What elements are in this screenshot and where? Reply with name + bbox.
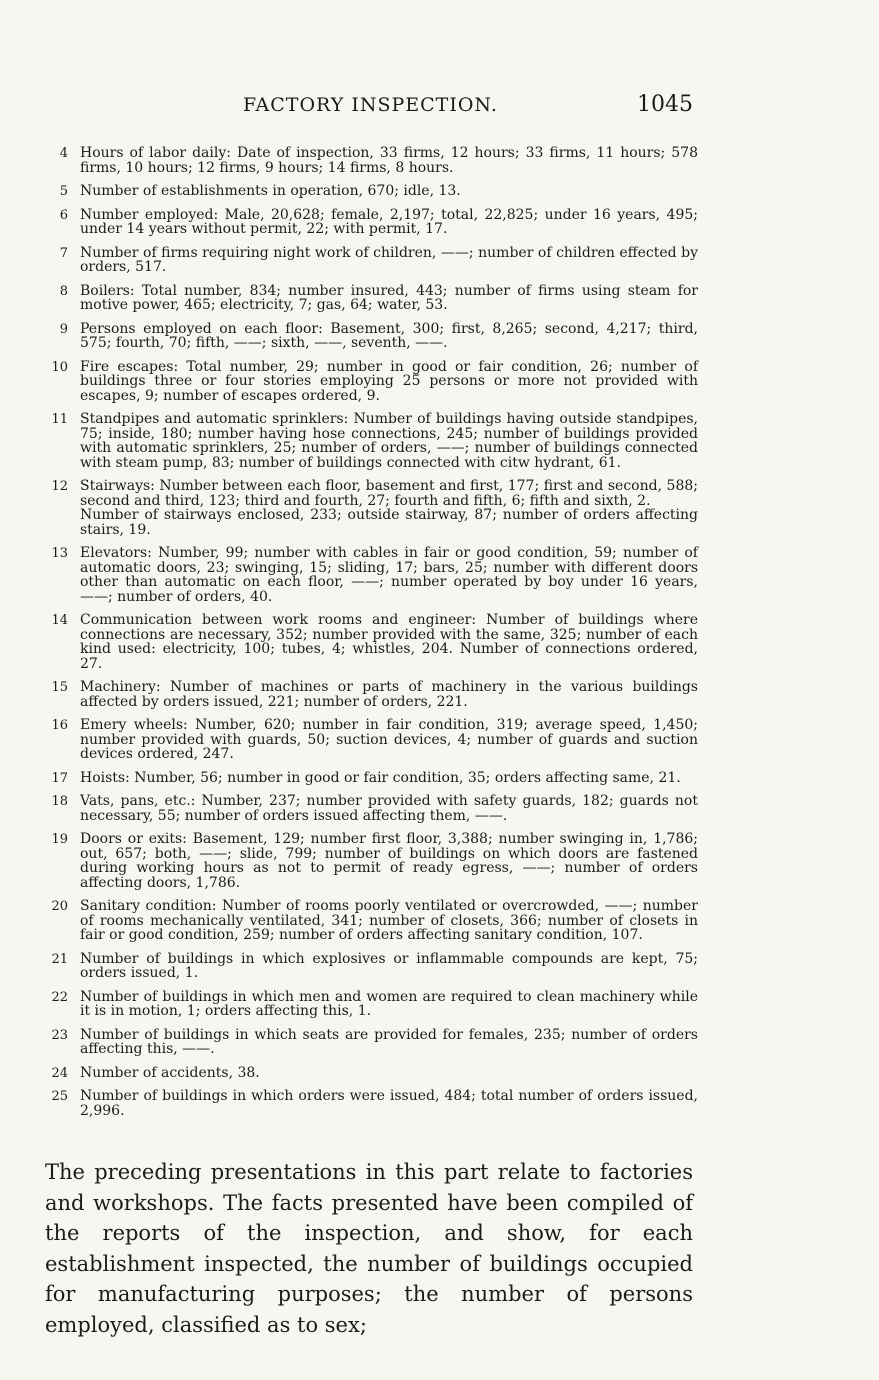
item-number: 24 bbox=[51, 1065, 68, 1081]
item-number: 6 bbox=[59, 207, 68, 223]
item-number: 22 bbox=[51, 989, 68, 1005]
item-number: 9 bbox=[59, 321, 68, 337]
item-number: 19 bbox=[51, 832, 68, 847]
item-number: 18 bbox=[51, 794, 68, 809]
running-title: FACTORY INSPECTION. bbox=[243, 94, 498, 116]
page-number: 1045 bbox=[637, 92, 693, 117]
list-item bbox=[38, 184, 698, 199]
item-text: Number of buildings in which explosives or inflammable compounds are kept, 75; orders issued, 1. bbox=[80, 950, 698, 981]
page-header bbox=[243, 94, 693, 124]
item-text: Number employed: Male, 20,628; female, 2,197; total, 22,825; under 16 years, 495; under 14 years without permit, 22; with permit, 17. bbox=[80, 206, 698, 237]
list-item bbox=[38, 952, 698, 981]
item-number: 7 bbox=[59, 245, 68, 261]
list-item bbox=[38, 718, 698, 762]
list-item bbox=[38, 546, 698, 604]
item-text: Number of firms requiring night work of children, ——; number of children effected by orders, 517. bbox=[80, 244, 698, 275]
list-item bbox=[38, 680, 698, 709]
item-text-continuation: Number of stairways enclosed, 233; outside stairway, 87; number of orders affecting stairs, 19. bbox=[80, 507, 698, 538]
list-item bbox=[38, 208, 698, 237]
list-item bbox=[38, 1066, 698, 1081]
list-item bbox=[38, 412, 698, 470]
item-text: Vats, pans, etc.: Number, 237; number provided with safety guards, 182; guards not necessary, 55; number of orders issued affecting them, ——. bbox=[80, 793, 698, 824]
item-text: Boilers: Total number, 834; number insured, 443; number of firms using steam for motive power, 465; electricity, 7; gas, 64; water, 53. bbox=[80, 282, 698, 313]
item-text: Persons employed on each floor: Basement, 300; first, 8,265; second, 4,217; third, 575; fourth, 70; fifth, ——; sixth, ——, seventh, ——. bbox=[80, 320, 698, 351]
list-item bbox=[38, 613, 698, 671]
list-item bbox=[38, 322, 698, 351]
item-text: Number of establishments in operation, 670; idle, 13. bbox=[80, 183, 461, 199]
list-item bbox=[38, 479, 698, 537]
list-item bbox=[38, 246, 698, 275]
item-number: 20 bbox=[51, 899, 68, 914]
item-text: Number of buildings in which men and women are required to clean machinery while it is in motion, 1; orders affecting this, 1. bbox=[80, 988, 698, 1019]
list-item bbox=[38, 360, 698, 404]
item-number: 14 bbox=[51, 613, 68, 628]
item-text: Machinery: Number of machines or parts of machinery in the various buildings affected by orders issued, 221; number of orders, 221. bbox=[80, 679, 698, 710]
item-number: 4 bbox=[59, 146, 68, 161]
item-number: 15 bbox=[51, 680, 68, 695]
item-text: Hoists: Number, 56; number in good or fair condition, 35; orders affecting same, 21. bbox=[80, 769, 681, 786]
list-item bbox=[38, 1089, 698, 1118]
list-item bbox=[38, 990, 698, 1019]
item-number: 5 bbox=[59, 184, 68, 199]
item-text: Standpipes and automatic sprinklers: Number of buildings having outside standpipes, 75; inside, 180; number having hose connections, 245; number of buildings provided with automatic sprinklers, 25; number of orders, ——; number of buildings connected with steam pump, 83; number of buildings connected with citw hydrant, 61. bbox=[80, 411, 698, 471]
list-item bbox=[38, 899, 698, 943]
list-item bbox=[38, 771, 698, 786]
list-item bbox=[38, 794, 698, 823]
item-number: 23 bbox=[51, 1027, 68, 1043]
list-item bbox=[38, 832, 698, 890]
item-text: Emery wheels: Number, 620; number in fair condition, 319; average speed, 1,450; number provided with guards, 50; suction devices, 4; number of guards and suction devices ordered, 247. bbox=[80, 717, 698, 762]
item-text: Hours of labor daily: Date of inspection, 33 firms, 12 hours; 33 firms, 11 hours; 578 firms, 10 hours; 12 firms, 9 hours; 14 firms, 8 hours. bbox=[80, 145, 698, 176]
item-text: Stairways: Number between each floor, basement and first, 177; first and second, 588; second and third, 123; third and fourth, 27; fourth and fifth, 6; fifth and sixth, 2. bbox=[80, 478, 698, 509]
body-paragraph: The preceding presentations in this part relate to factories and workshops. The facts presented have been compiled of the reports of the inspection, and show, for each establishment inspected, the number of buildings occupied for manufacturing purposes; the number of persons employed, classified as to sex; bbox=[45, 1160, 693, 1337]
item-text: Doors or exits: Basement, 129; number first floor, 3,388; number swinging in, 1,786; out, 657; both, ——; slide, 799; number of buildings on which doors are fastened during working hours as not to permit of ready egress, ——; number of orders affecting doors, 1,786. bbox=[80, 831, 698, 891]
item-number: 11 bbox=[51, 412, 68, 427]
item-number: 12 bbox=[51, 479, 68, 494]
list-item bbox=[38, 284, 698, 313]
item-number: 17 bbox=[51, 770, 68, 786]
item-text: Number of buildings in which seats are provided for females, 235; number of orders affecting this, ——. bbox=[80, 1026, 698, 1057]
item-number: 25 bbox=[51, 1089, 68, 1104]
item-text: Sanitary condition: Number of rooms poorly ventilated or overcrowded, ——; number of rooms mechanically ventilated, 341; number of closets, 366; number of closets in fair or good condition, 259; number of orders affecting sanitary condition, 107. bbox=[80, 898, 698, 943]
item-number: 13 bbox=[51, 546, 68, 561]
inspection-items-list bbox=[38, 146, 698, 1127]
item-number: 21 bbox=[51, 951, 68, 967]
item-text: Number of buildings in which orders were issued, 484; total number of orders issued, 2,996. bbox=[80, 1088, 698, 1119]
item-text: Elevators: Number, 99; number with cables in fair or good condition, 59; number of automatic doors, 23; swinging, 15; sliding, 17; bars, 25; number with different doors other than automatic on each floor, ——; number operated by boy under 16 years, ——; number of orders, 40. bbox=[80, 545, 698, 605]
item-text: Communication between work rooms and engineer: Number of buildings where connections are necessary, 352; number provided with the same, 325; number of each kind used: electricity, 100; tubes, 4; whistles, 204. Number of connections ordered, 27. bbox=[80, 612, 698, 672]
list-item bbox=[38, 146, 698, 175]
item-text: Fire escapes: Total number, 29; number in good or fair condition, 26; number of buildings three or four stories employing 25 persons or more not provided with escapes, 9; number of escapes ordered, 9. bbox=[80, 358, 698, 404]
list-item bbox=[38, 1028, 698, 1057]
item-number: 10 bbox=[51, 359, 68, 375]
item-text: Number of accidents, 38. bbox=[80, 1064, 260, 1081]
item-number: 16 bbox=[51, 718, 68, 733]
item-number: 8 bbox=[59, 283, 68, 299]
